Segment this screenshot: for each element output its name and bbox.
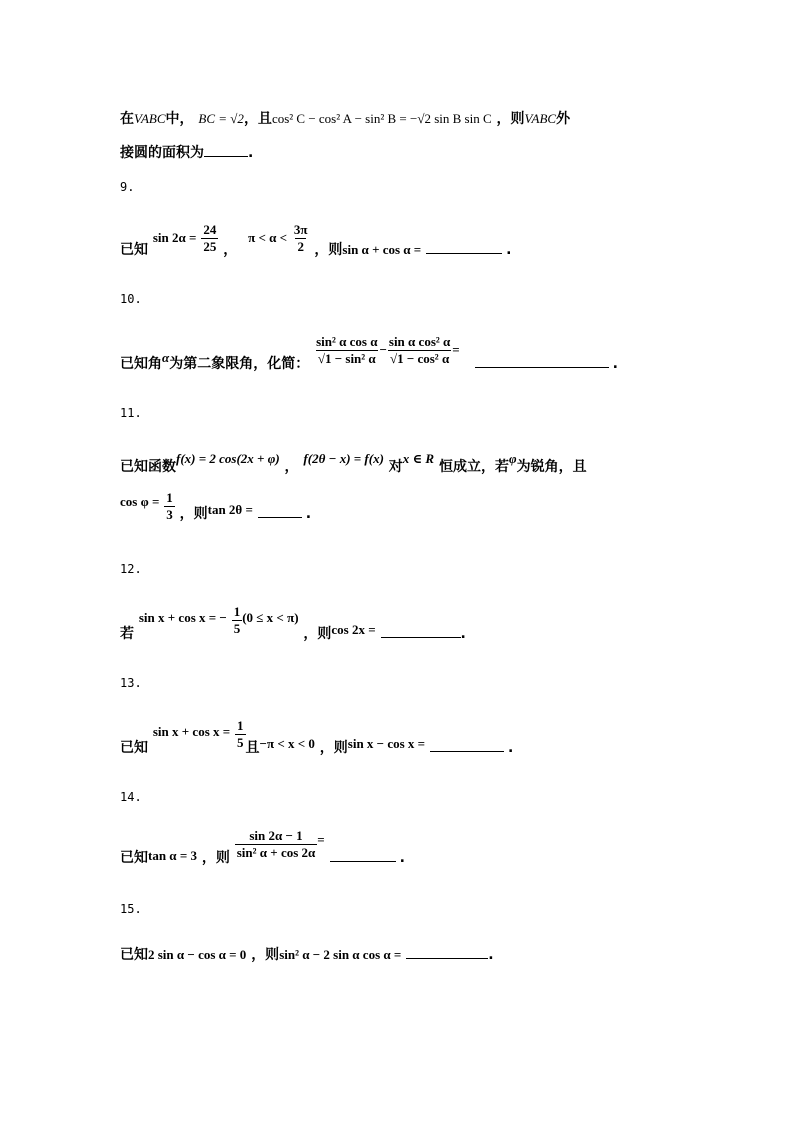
q14-frac-top: sin 2α − 1 [249,828,303,843]
q15-end: . [488,947,494,963]
q11-condition: f(2θ − x) = f(x) [303,451,384,466]
q8-bc-equation: BC = √2 [198,111,244,126]
question-14-number: 14. [120,790,142,804]
q11-dui: 对 [388,459,403,475]
q9-prefix: 已知 [120,242,148,259]
q11-function: f(x) = 2 cos(2x + φ) [176,451,280,466]
question-10-line [120,334,618,373]
q9-frac-top: 24 [203,222,217,237]
q15-condition: 2 sin α − cos α = 0 [148,947,247,962]
q11-fraction-1-3 [164,490,175,522]
q8-mid: 中， [165,111,194,127]
q11-tan2theta: tan 2θ = [207,502,253,518]
q10-fraction-2 [387,334,452,366]
q14-then: ，则 [201,850,230,867]
question-12-line [120,604,466,643]
q9-sin2a: sin 2α = [152,230,197,246]
q14-frac-bot: sin² α + cos 2α [236,844,316,860]
q11-acute: 为锐角，且 [516,459,587,475]
q8-and: ，且 [243,111,272,127]
question-9-line [120,222,512,259]
q11-cos-phi: cos φ = [120,494,160,510]
q13-fraction-1-5 [235,718,246,750]
q11-x-in-r: x ∈ R [402,451,435,466]
q13-then: ，则 [319,740,348,757]
q10-alpha: α [162,350,170,366]
q15-prefix: 已知 [120,947,148,963]
q9-answer-blank[interactable] [426,241,502,254]
q9-frac2-top: 3π [293,222,308,237]
q13-frac-bot: 5 [237,734,244,750]
q14-answer-blank[interactable] [330,849,396,862]
q12-answer-blank[interactable] [381,625,461,638]
q9-frac-bot: 25 [203,238,217,254]
q11-mid: 恒成立，若 [438,459,509,475]
q11-answer-blank[interactable] [258,505,302,518]
q12-end: . [460,626,466,643]
q8-prefix: 在 [120,111,134,127]
q9-fraction-3pi-2 [292,222,310,254]
q12-fraction-1-5 [232,604,243,636]
q13-and: 且 [245,740,260,757]
question-11-line-2 [120,490,311,522]
q14-tan: tan α = 3 [148,848,197,864]
q15-then: ，则 [251,947,280,963]
q8-then: ，则 [496,111,525,127]
q11-frac-bot: 3 [166,506,173,522]
q9-expression: sin α + cos α = [342,242,422,258]
q11-then: ，则 [179,506,208,523]
q8-end: . [248,145,254,161]
question-11-number: 11. [120,406,142,420]
q12-prefix: 若 [120,626,134,643]
q10-end: . [612,356,618,373]
q13-end: . [507,740,514,757]
q15-expression: sin² α − 2 sin α cos α = [279,947,402,962]
q13-expression: sin x − cos x = [347,736,426,752]
q8-triangle-1: VABC [134,111,166,126]
q10-minus: − [379,342,387,358]
q9-end: . [506,242,512,259]
q8-answer-blank[interactable] [204,144,248,157]
q13-lhs: sin x + cos x = [152,724,231,740]
q10-fraction-1 [314,334,379,366]
q10-f1-top: sin² α cos α [316,334,378,349]
q11-prefix: 已知函数 [120,459,176,475]
q12-frac-bot: 5 [233,620,241,636]
q10-f2-top: sin α cos² α [388,334,451,349]
q12-lhs: sin x + cos x = − [138,610,227,626]
q12-then: ，则 [303,626,332,643]
q13-frac-top: 1 [237,718,244,733]
q14-equals: = [317,832,325,848]
q13-answer-blank[interactable] [430,739,504,752]
q14-fraction [235,828,318,860]
q10-prefix: 已知角 [120,356,162,373]
q9-then: ，则 [314,242,343,259]
question-8-line-1 [120,108,570,128]
question-15-number: 15. [120,902,142,916]
q11-phi: φ [508,451,517,466]
q8-suffix: 外 [556,111,571,127]
q9-comma: ， [223,242,238,259]
q10-answer-blank[interactable] [475,355,609,368]
q11-end: . [305,506,312,523]
q14-end: . [399,850,405,867]
q13-prefix: 已知 [120,740,148,757]
question-14-line [120,828,405,867]
question-10-number: 10. [120,292,142,306]
q12-range: (0 ≤ x < π) [242,610,299,626]
q10-equals: = [452,342,460,358]
q10-mid: 为第二象限角，化简： [169,356,310,373]
q8-line2: 接圆的面积为 [120,145,204,161]
q12-expression: cos 2x = [331,622,376,638]
q9-inequality: π < α < [248,230,288,246]
question-8-line-2 [120,142,253,162]
question-13-number: 13. [120,676,142,690]
question-12-number: 12. [120,562,142,576]
q13-range: −π < x < 0 [259,736,315,752]
q10-f1-bot: √1 − sin² α [317,350,376,366]
q12-frac-top: 1 [233,604,241,619]
q14-prefix: 已知 [120,850,148,867]
question-9-number: 9. [120,180,135,194]
q9-frac2-bot: 2 [297,238,304,254]
q8-main-equation: cos² C − cos² A − sin² B = −√2 sin B sin C [271,111,492,126]
question-13-line [120,718,514,757]
question-11-line-1 [120,448,587,475]
q10-f2-bot: √1 − cos² α [389,350,450,366]
q11-frac-top: 1 [166,490,173,505]
q11-comma: ， [284,459,299,475]
q8-triangle-2: VABC [524,111,557,126]
question-15-line [120,944,494,964]
q15-answer-blank[interactable] [406,946,488,959]
q9-fraction-24-25 [201,222,218,254]
